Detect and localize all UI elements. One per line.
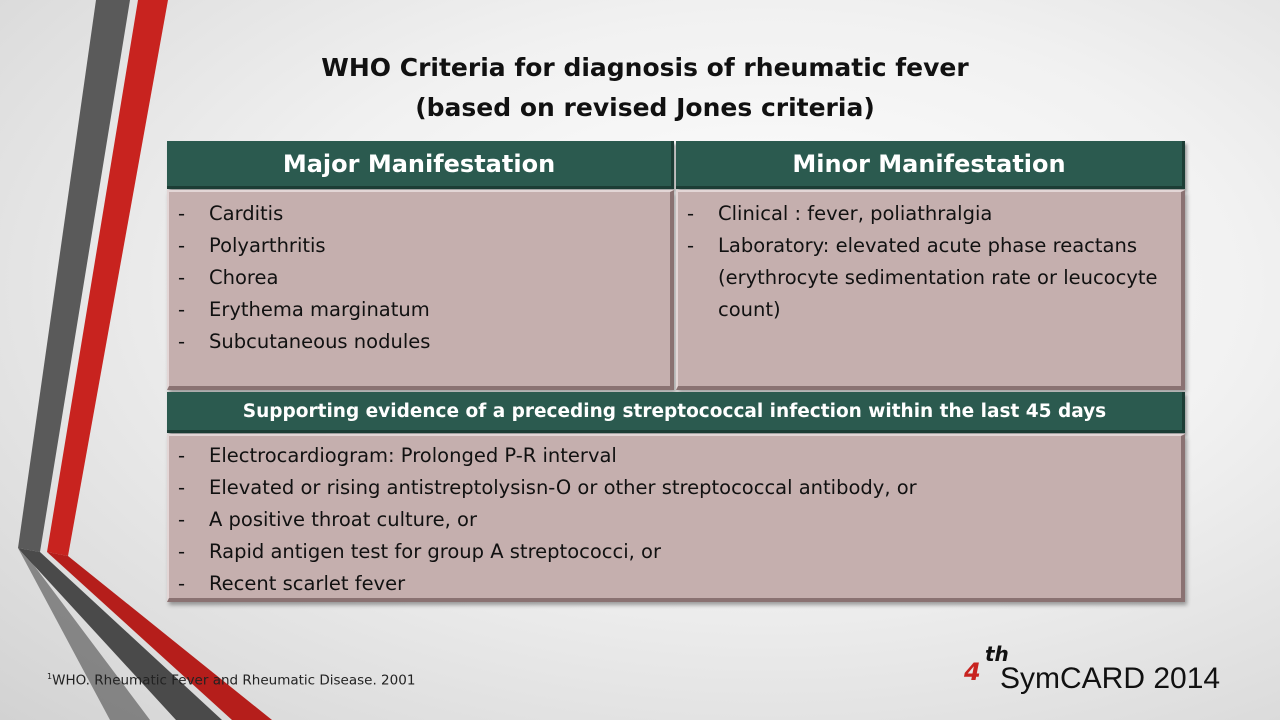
- title-line-2: (based on revised Jones criteria): [415, 93, 875, 122]
- major-manifestation-cell: [167, 190, 674, 390]
- supporting-evidence-cell: [167, 434, 1185, 602]
- list-item: [169, 440, 1181, 472]
- list-item: [169, 504, 1181, 536]
- logo-name: SymCARD 2014: [1000, 662, 1221, 695]
- minor-manifestation-header: Minor Manifestation: [676, 141, 1185, 189]
- title-line-1: WHO Criteria for diagnosis of rheumatic fever: [321, 53, 969, 82]
- major-manifestation-header: Major Manifestation: [167, 141, 674, 189]
- list-item: [169, 230, 670, 262]
- logo-number: 4: [964, 658, 981, 686]
- list-item: [169, 536, 1181, 568]
- list-item: [169, 472, 1181, 504]
- slide-title: [0, 48, 1280, 128]
- dash-bullet: -: [178, 476, 186, 499]
- list-item-text: Chorea: [209, 266, 279, 289]
- list-item: [169, 568, 1181, 600]
- symcard-logo: [958, 642, 1258, 702]
- list-item-text: Clinical : fever, poliathralgia: [718, 202, 993, 225]
- footnote: [47, 672, 415, 689]
- minor-manifestation-cell: [676, 190, 1185, 390]
- dash-bullet: -: [178, 234, 186, 257]
- footnote-text: WHO. Rheumatic Fever and Rheumatic Disease. 2001: [52, 672, 416, 689]
- dash-bullet: -: [178, 508, 186, 531]
- list-item: [169, 326, 670, 358]
- list-item-text: A positive throat culture, or: [209, 508, 477, 531]
- list-item-text: Recent scarlet fever: [209, 572, 406, 595]
- supporting-list: [169, 440, 1181, 600]
- list-item: [678, 198, 1181, 230]
- logo-superscript: th: [985, 642, 1009, 666]
- dash-bullet: -: [687, 234, 695, 257]
- minor-list: [678, 198, 1181, 326]
- list-item-text: Erythema marginatum: [209, 298, 430, 321]
- dash-bullet: -: [178, 540, 186, 563]
- list-item-text: Polyarthritis: [209, 234, 326, 257]
- list-item: [169, 262, 670, 294]
- dash-bullet: -: [178, 330, 186, 353]
- list-item-text: Carditis: [209, 202, 284, 225]
- list-item: [678, 230, 1181, 326]
- list-item: [169, 198, 670, 230]
- list-item: [169, 294, 670, 326]
- dash-bullet: -: [178, 572, 186, 595]
- major-list: [169, 198, 670, 358]
- list-item-text: Rapid antigen test for group A streptococci, or: [209, 540, 661, 563]
- dash-bullet: -: [178, 298, 186, 321]
- list-item-text: Elevated or rising antistreptolysisn-O or other streptococcal antibody, or: [209, 476, 917, 499]
- dash-bullet: -: [178, 444, 186, 467]
- supporting-evidence-header: Supporting evidence of a preceding streptococcal infection within the last 45 days: [167, 392, 1185, 433]
- list-item-text: Subcutaneous nodules: [209, 330, 431, 353]
- list-item-text: Laboratory: elevated acute phase reactans (erythrocyte sedimentation rate or leucocyte count): [718, 234, 1158, 321]
- dash-bullet: -: [178, 202, 186, 225]
- dash-bullet: -: [687, 202, 695, 225]
- footnote-marker: 1: [47, 672, 53, 681]
- list-item-text: Electrocardiogram: Prolonged P-R interval: [209, 444, 617, 467]
- dash-bullet: -: [178, 266, 186, 289]
